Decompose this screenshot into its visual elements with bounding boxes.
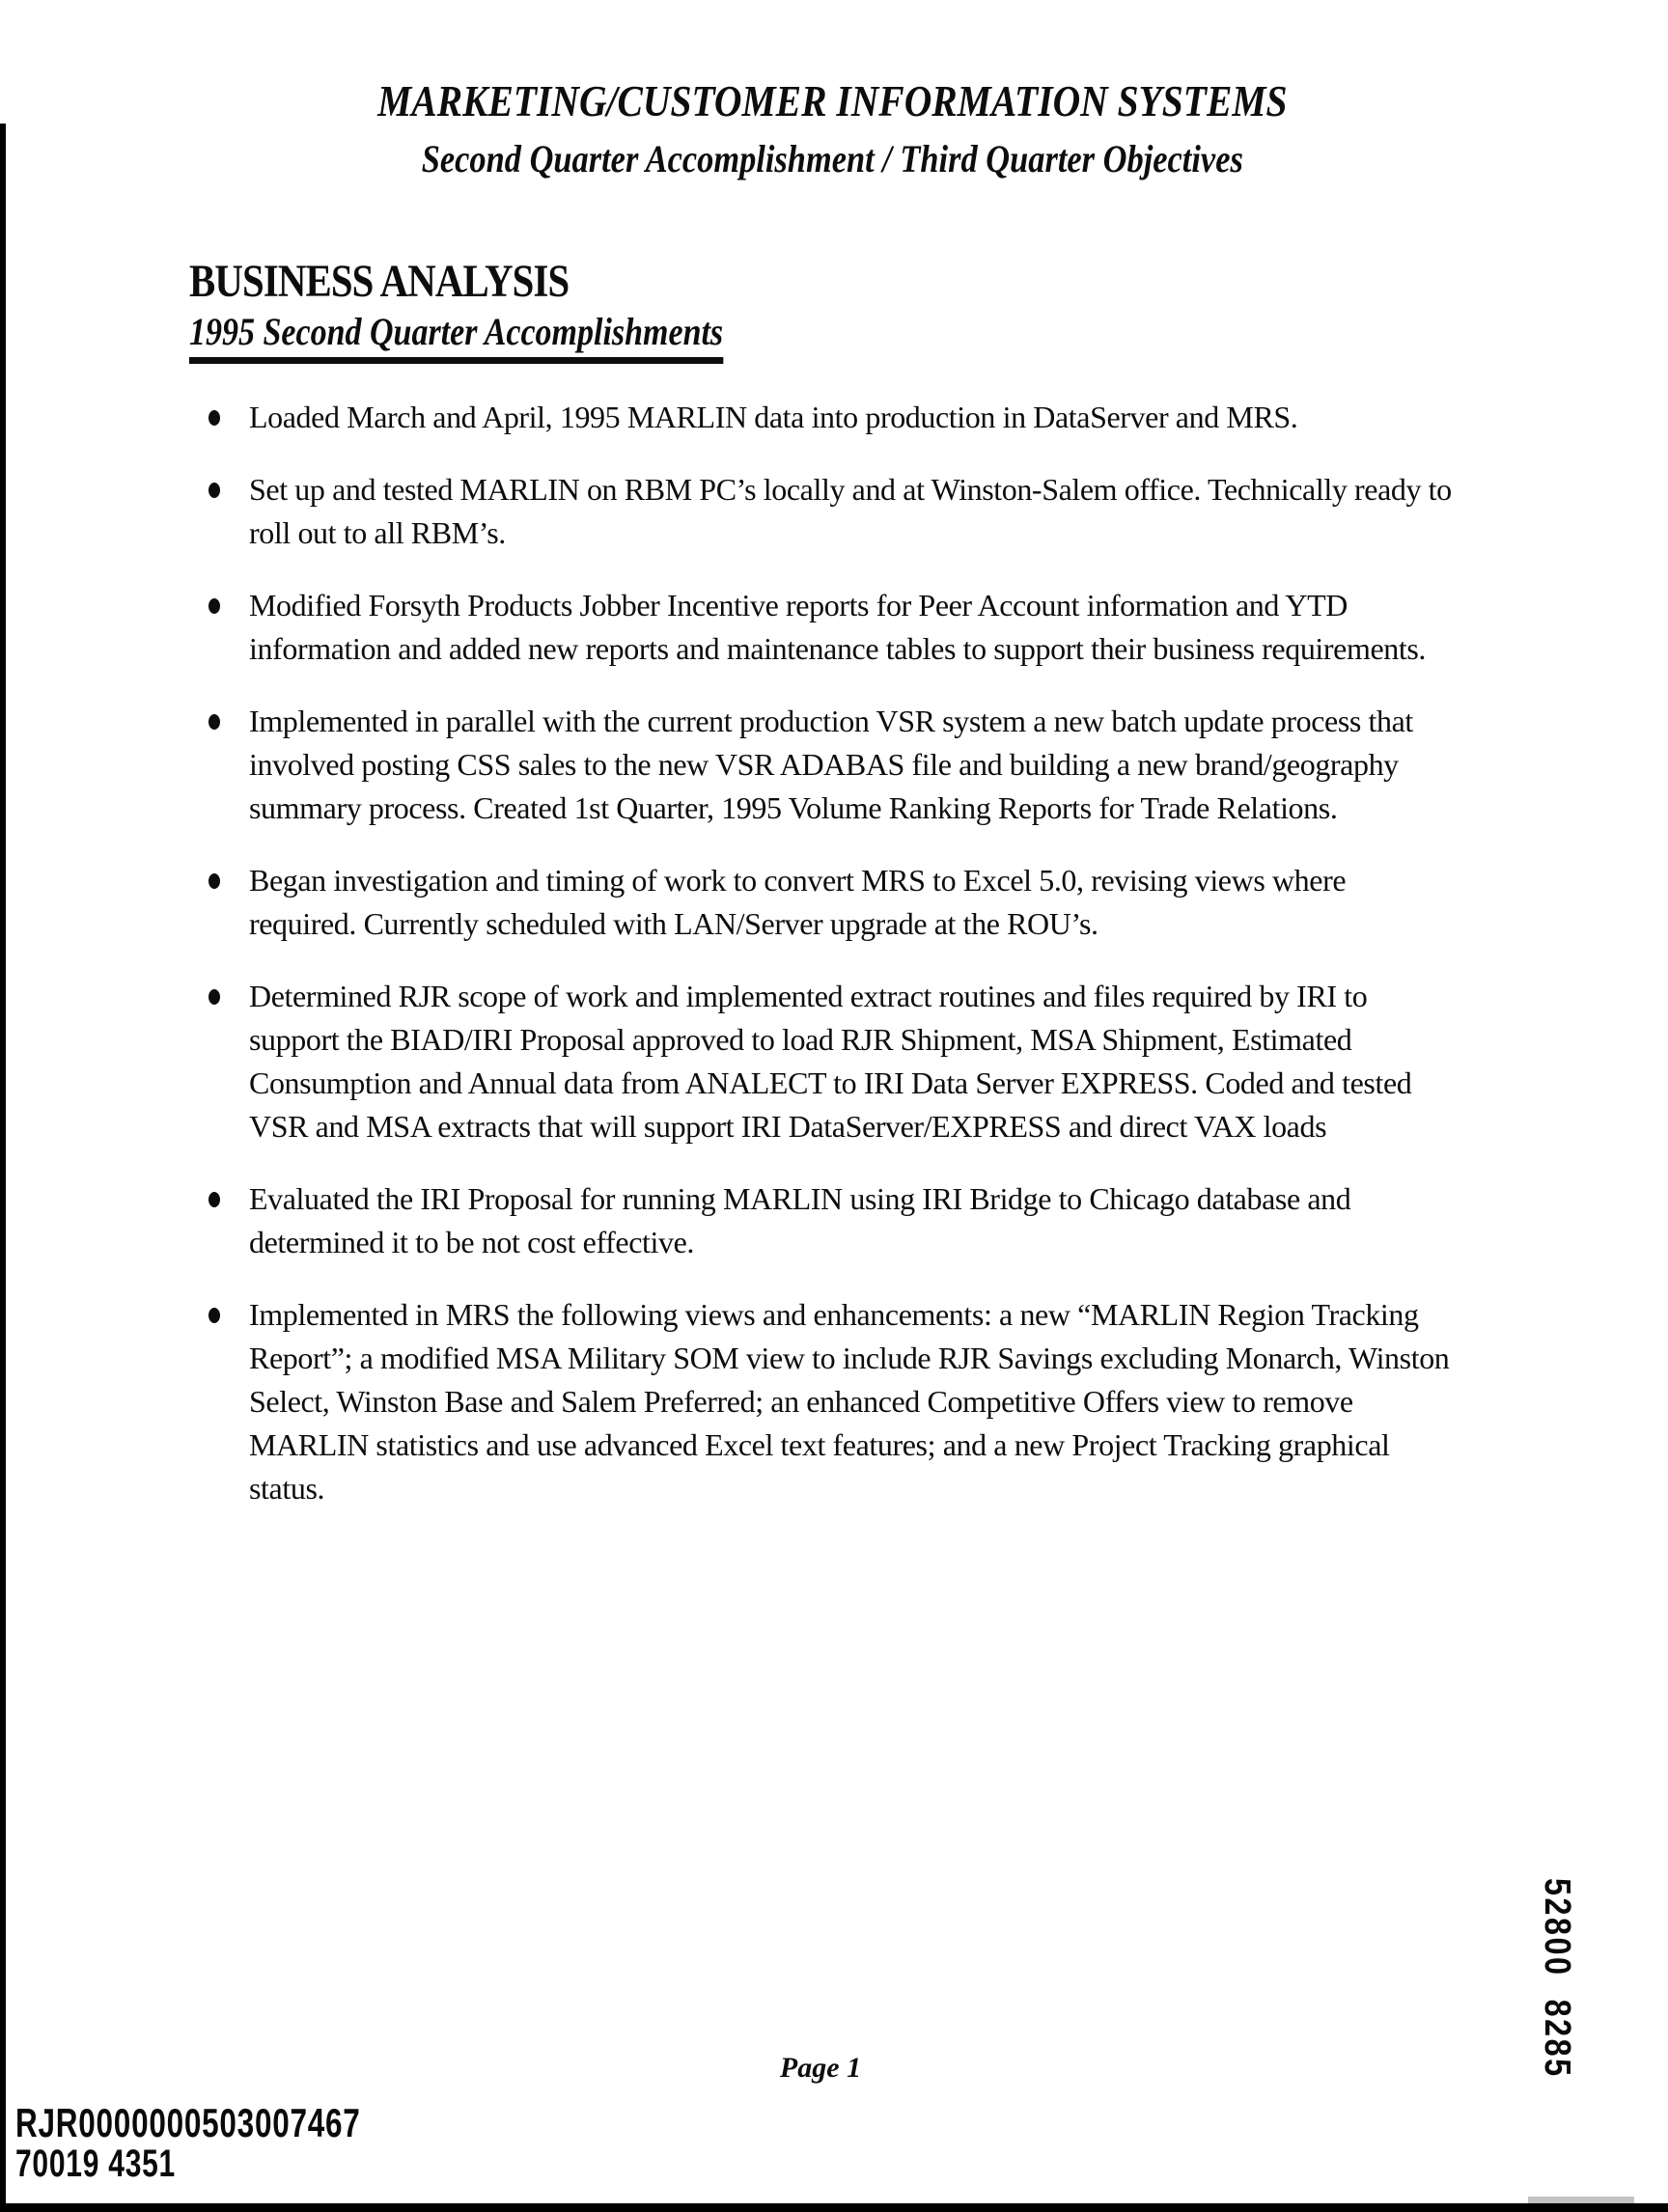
list-item: Modified Forsyth Products Jobber Incentive reports for Peer Account information and YTD information and added new reports and maintenance tables to support their business requirements. [207,584,1452,671]
subsection-heading: 1995 Second Quarter Accomplishments [189,313,723,364]
list-item: Set up and tested MARLIN on RBM PC’s locally and at Winston-Salem office. Technically ready to roll out to all RBM’s. [207,468,1452,555]
accomplishments-list [207,396,1452,1539]
document-header [115,76,1549,180]
bates-number-stamp: RJR0000000503007467 [15,2100,361,2145]
list-item: Began investigation and timing of work to convert MRS to Excel 5.0, revising views where required. Currently scheduled with LAN/Server upgrade at the ROU’s. [207,859,1452,946]
list-item: Implemented in parallel with the current production VSR system a new batch update process that involved posting CSS sales to the new VSR ADABAS file and building a new brand/geography summary process. Created 1st Quarter, 1995 Volume Ranking Reports for Trade Relations. [207,700,1452,830]
left-edge-scan-line [0,124,6,2212]
list-item: Loaded March and April, 1995 MARLIN data into production in DataServer and MRS. [207,396,1452,439]
document-title: MARKETING/CUSTOMER INFORMATION SYSTEMS [377,76,1288,125]
scan-smudge [1528,2197,1634,2203]
document-number-stamp: 70019 4351 [15,2143,176,2185]
list-item: Implemented in MRS the following views and enhancements: a new “MARLIN Region Tracking Report”; a modified MSA Military SOM view to include RJR Savings excluding Monarch, Winston Select, Winston Base and Salem Preferred; an enhanced Competitive Offers view to remove MARLIN statistics and use advanced Excel text features; and a new Project Tracking graphical status. [207,1293,1452,1510]
list-item: Determined RJR scope of work and implemented extract routines and files required by IRI to support the BIAD/IRI Proposal approved to load RJR Shipment, MSA Shipment, Estimated Consumption and Annual data from ANALECT to IRI Data Server EXPRESS. Coded and tested VSR and MSA extracts that will support IRI DataServer/EXPRESS and direct VAX loads [207,975,1452,1148]
bottom-scan-bar [0,2203,1668,2212]
page-number: Page 1 [779,2052,862,2084]
document-subtitle: Second Quarter Accomplishment / Third Quarter Objectives [421,137,1243,180]
sideways-number-stamp: 52800 8285 [1537,1878,1577,2079]
section-heading: BUSINESS ANALYSIS [189,256,570,307]
list-item: Evaluated the IRI Proposal for running MARLIN using IRI Bridge to Chicago database and determined it to be not cost effective. [207,1177,1452,1264]
